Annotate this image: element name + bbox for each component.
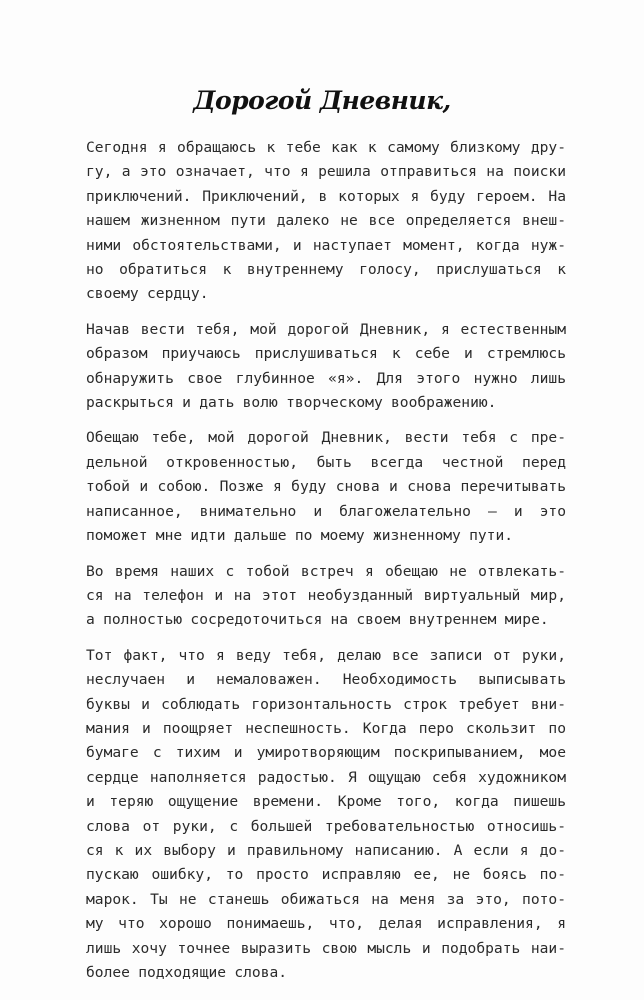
text-line: своему сердцу. — [86, 285, 209, 303]
text-line: приключений. Приключений, в которых я буду героем. На — [86, 187, 566, 205]
body-text — [86, 136, 566, 996]
text-line: пускаю ошибку, то просто исправляю ее, не боясь по- — [86, 866, 566, 884]
text-line: написанное, внимательно и благожелательно — и это — [86, 502, 566, 520]
text-line: слова от руки, с большей требовательностью относишь- — [86, 817, 566, 835]
text-line: неслучаен и немаловажен. Необходимость выписывать — [86, 671, 566, 689]
text-line: сердце наполняется радостью. Я ощущаю себя художником — [86, 768, 566, 786]
text-line: обнаружить свое глубинное «я». Для этого нужно лишь — [86, 369, 566, 387]
text-line: образом приучаюсь прислушиваться к себе и стремлюсь — [86, 345, 566, 363]
text-line: марок. Ты не станешь обижаться на меня за это, пото- — [86, 890, 566, 908]
text-line: ними обстоятельствами, и наступает момент, когда нуж- — [86, 236, 566, 254]
text-line: буквы и соблюдать горизонтальность строк требует вни- — [86, 695, 566, 713]
text-line: Во время наших с тобой встреч я обещаю не отвлекать- — [86, 562, 566, 580]
text-line: а полностью сосредоточиться на своем внутреннем мире. — [86, 611, 549, 629]
text-line: нашем жизненном пути далеко не все определяется внеш- — [86, 212, 566, 230]
text-line: раскрыться и дать волю творческому воображению. — [86, 394, 497, 412]
text-line: лишь хочу точнее выразить свою мысль и подобрать наи- — [86, 939, 566, 957]
page-heading: Дорогой Дневник, — [193, 86, 451, 115]
paragraph — [86, 426, 566, 548]
text-line: му что хорошо понимаешь, что, делая исправления, я — [86, 915, 566, 933]
paragraph — [86, 136, 566, 307]
paragraph — [86, 644, 566, 986]
text-line: Тот факт, что я веду тебя, делаю все записи от руки, — [86, 646, 566, 664]
text-line: бумаге с тихим и умиротворяющим поскрипыванием, мое — [86, 744, 566, 762]
text-line: Начав вести тебя, мой дорогой Дневник, я естественным — [86, 320, 566, 338]
paragraph — [86, 560, 566, 633]
text-line: дельной откровенностью, быть всегда честной перед — [86, 453, 566, 471]
text-line: и теряю ощущение времени. Кроме того, когда пишешь — [86, 793, 566, 811]
text-line: ся к их выбору и правильному написанию. А если я до- — [86, 841, 566, 859]
text-line: мания и поощряет неспешность. Когда перо скользит по — [86, 719, 566, 737]
text-line: но обратиться к внутреннему голосу, прислушаться к — [86, 261, 566, 279]
text-line: Обещаю тебе, мой дорогой Дневник, вести тебя с пре- — [86, 429, 566, 447]
text-line: более подходящие слова. — [86, 964, 288, 981]
text-line: поможет мне идти дальше по моему жизненному пути. — [86, 527, 514, 545]
text-line: Сегодня я обращаюсь к тебе как к самому близкому дру- — [86, 139, 566, 156]
paragraph — [86, 318, 566, 416]
text-line: тобой и собою. Позже я буду снова и снова перечитывать — [86, 478, 566, 496]
text-line: ся на телефон и на этот необузданный виртуальный мир, — [86, 586, 566, 604]
text-line: гу, а это означает, что я решила отправиться на поиски — [86, 163, 566, 181]
